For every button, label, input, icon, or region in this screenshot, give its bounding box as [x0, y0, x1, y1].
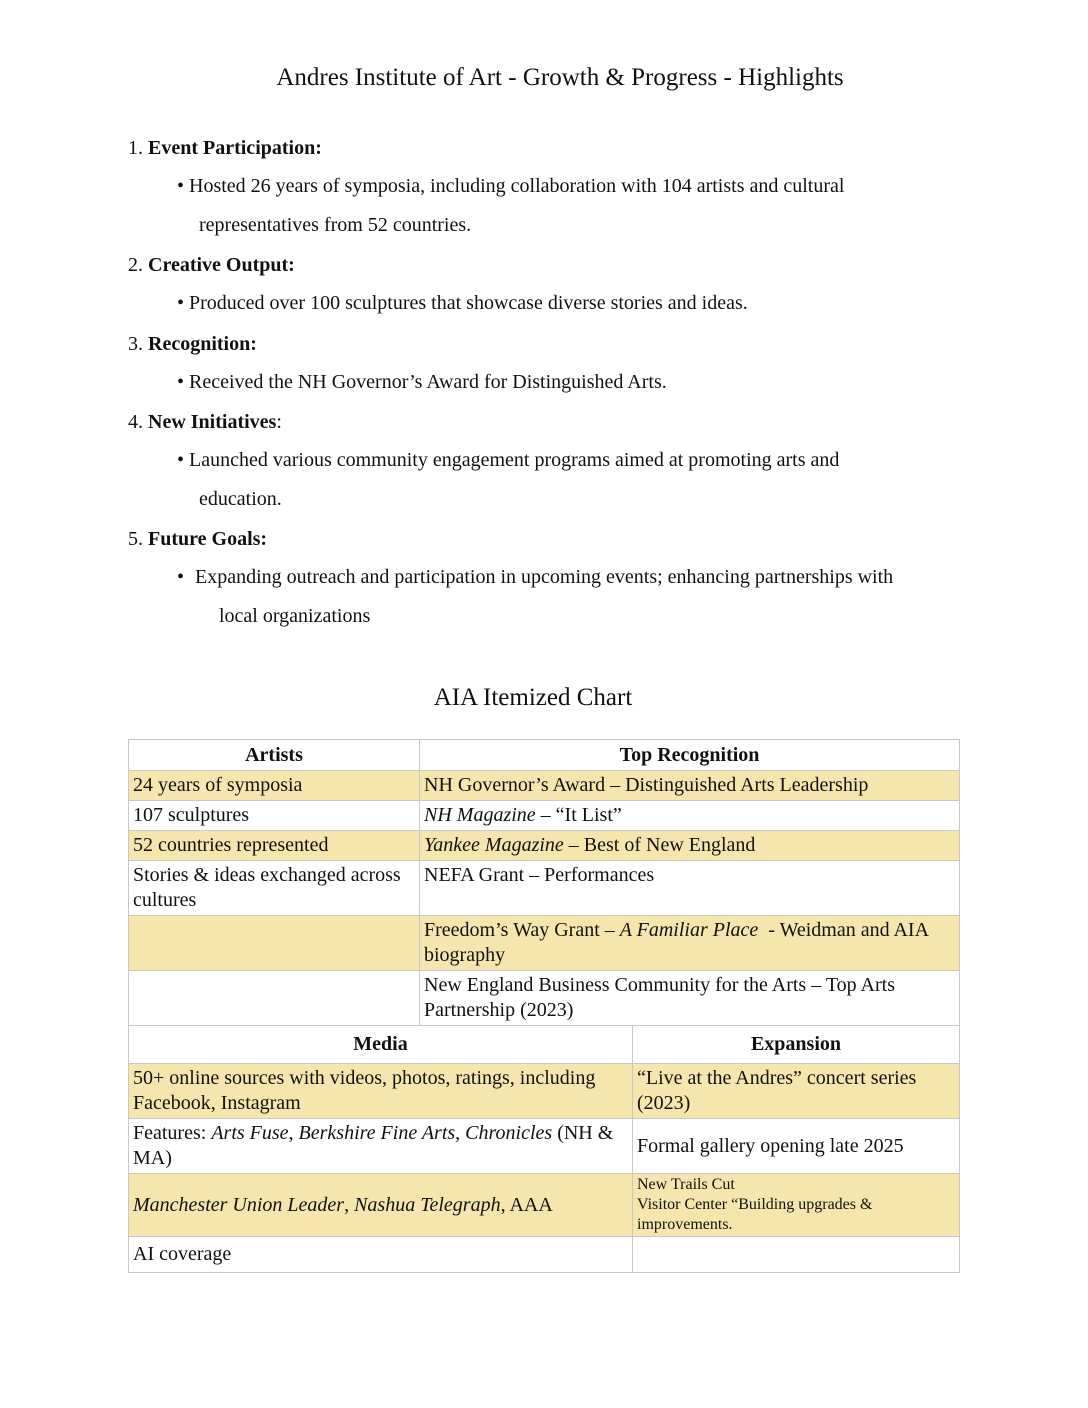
artists-recognition-table — [128, 739, 960, 1026]
section-event-participation — [128, 136, 322, 160]
section-future-goals — [128, 527, 267, 551]
cell-text: (NH & MA) — [133, 1122, 614, 1169]
publication-name: Nashua Telegraph — [354, 1193, 501, 1216]
section-number: 1. — [128, 137, 143, 159]
section-heading: Event Participation: — [148, 137, 322, 159]
table-cell — [129, 971, 420, 1026]
table-cell: 107 sculptures — [129, 801, 420, 831]
section-number: 3. — [128, 333, 143, 355]
section-new-initiatives — [128, 410, 282, 434]
bullet-item — [177, 167, 844, 245]
publication-name: Arts Fuse — [211, 1122, 289, 1144]
bullet-item — [177, 441, 839, 519]
table-row — [129, 916, 960, 971]
table-cell — [420, 831, 960, 861]
document-title: Andres Institute of Art - Growth & Progress - Highlights — [276, 64, 844, 91]
bullet-text: Produced over 100 sculptures that showcase diverse stories and ideas. — [189, 292, 748, 314]
bullet-icon: • — [177, 371, 185, 393]
table-row — [129, 831, 960, 861]
table-row — [129, 1174, 960, 1237]
cell-text: , — [344, 1193, 355, 1216]
media-expansion-table — [128, 1025, 960, 1273]
publication-name: Manchester Union Leader — [133, 1193, 345, 1216]
table-cell: Stories & ideas exchanged across cultures — [129, 861, 420, 916]
table-row — [129, 771, 960, 801]
bullet-text-continued: representatives from 52 countries. — [199, 214, 472, 236]
publication-name: Berkshire Fine Arts — [298, 1122, 456, 1144]
section-heading: Future Goals: — [148, 528, 268, 550]
bullet-text-continued: local organizations — [219, 605, 371, 627]
bullet-icon: • — [177, 292, 185, 314]
table-header-row — [129, 1026, 960, 1064]
table-header-row — [129, 740, 960, 771]
table-cell: NH Governor’s Award – Distinguished Arts Leadership — [420, 771, 960, 801]
section-number: 5. — [128, 528, 143, 550]
table-cell: 52 countries represented — [129, 831, 420, 861]
column-header-media: Media — [129, 1026, 633, 1064]
table-row — [129, 971, 960, 1026]
section-heading-suffix: : — [276, 411, 282, 433]
table-cell: AI coverage — [129, 1237, 633, 1273]
section-heading: Recognition: — [148, 333, 257, 355]
table-row — [129, 861, 960, 916]
table-cell — [129, 1174, 633, 1237]
table-cell — [129, 916, 420, 971]
cell-text: , AAA — [500, 1193, 553, 1216]
cell-text: – Best of New England — [563, 834, 756, 856]
table-cell: “Live at the Andres” concert series (2023) — [633, 1064, 960, 1119]
bullet-text: Expanding outreach and participation in upcoming events; enhancing partnerships with — [195, 566, 894, 588]
table-row — [129, 1237, 960, 1273]
bullet-text: Received the NH Governor’s Award for Distinguished Arts. — [189, 371, 667, 393]
column-header-expansion: Expansion — [633, 1026, 960, 1064]
publication-name: Yankee Magazine — [424, 834, 564, 856]
table-cell: 24 years of symposia — [129, 771, 420, 801]
bullet-text: Hosted 26 years of symposia, including collaboration with 104 artists and cultural — [189, 175, 845, 197]
section-heading: New Initiatives — [148, 411, 277, 433]
bullet-text: Launched various community engagement programs aimed at promoting arts and — [189, 449, 840, 471]
table-cell — [633, 1174, 960, 1237]
section-creative-output — [128, 253, 295, 277]
table-cell: Formal gallery opening late 2025 — [633, 1119, 960, 1174]
section-number: 4. — [128, 411, 143, 433]
table-cell: New England Business Community for the Arts – Top Arts Partnership (2023) — [420, 971, 960, 1026]
cell-text: , — [455, 1122, 466, 1144]
bullet-item — [177, 558, 893, 636]
bullet-item — [177, 284, 748, 323]
table-cell — [420, 801, 960, 831]
table-row — [129, 801, 960, 831]
cell-text: Features: — [133, 1122, 212, 1144]
publication-name: NH Magazine — [424, 804, 536, 826]
table-cell: NEFA Grant – Performances — [420, 861, 960, 916]
cell-text: – “It List” — [535, 804, 622, 826]
publication-name: Chronicles — [465, 1122, 553, 1144]
cell-text: , — [288, 1122, 299, 1144]
section-heading: Creative Output: — [148, 254, 295, 276]
table-cell: 50+ online sources with videos, photos, ratings, including Facebook, Instagram — [129, 1064, 633, 1119]
table-row — [129, 1064, 960, 1119]
bullet-icon: • — [177, 566, 185, 588]
cell-text: - Weidman and AIA biography — [424, 919, 933, 966]
bullet-icon: • — [177, 449, 185, 471]
table-cell — [129, 1119, 633, 1174]
section-number: 2. — [128, 254, 143, 276]
column-header-artists: Artists — [129, 740, 420, 771]
cell-text: Visitor Center “Building upgrades & improvements. — [637, 1196, 873, 1233]
table-cell — [420, 916, 960, 971]
bullet-item — [177, 363, 667, 402]
publication-name: A Familiar Place — [619, 919, 759, 941]
table-cell — [633, 1237, 960, 1273]
column-header-top-recognition: Top Recognition — [420, 740, 960, 771]
table-row — [129, 1119, 960, 1174]
chart-title: AIA Itemized Chart — [433, 684, 633, 711]
bullet-icon: • — [177, 175, 185, 197]
bullet-text-continued: education. — [199, 488, 282, 510]
section-recognition — [128, 332, 257, 356]
cell-text: New Trails Cut — [637, 1176, 735, 1193]
cell-text: Freedom’s Way Grant – — [424, 919, 620, 941]
